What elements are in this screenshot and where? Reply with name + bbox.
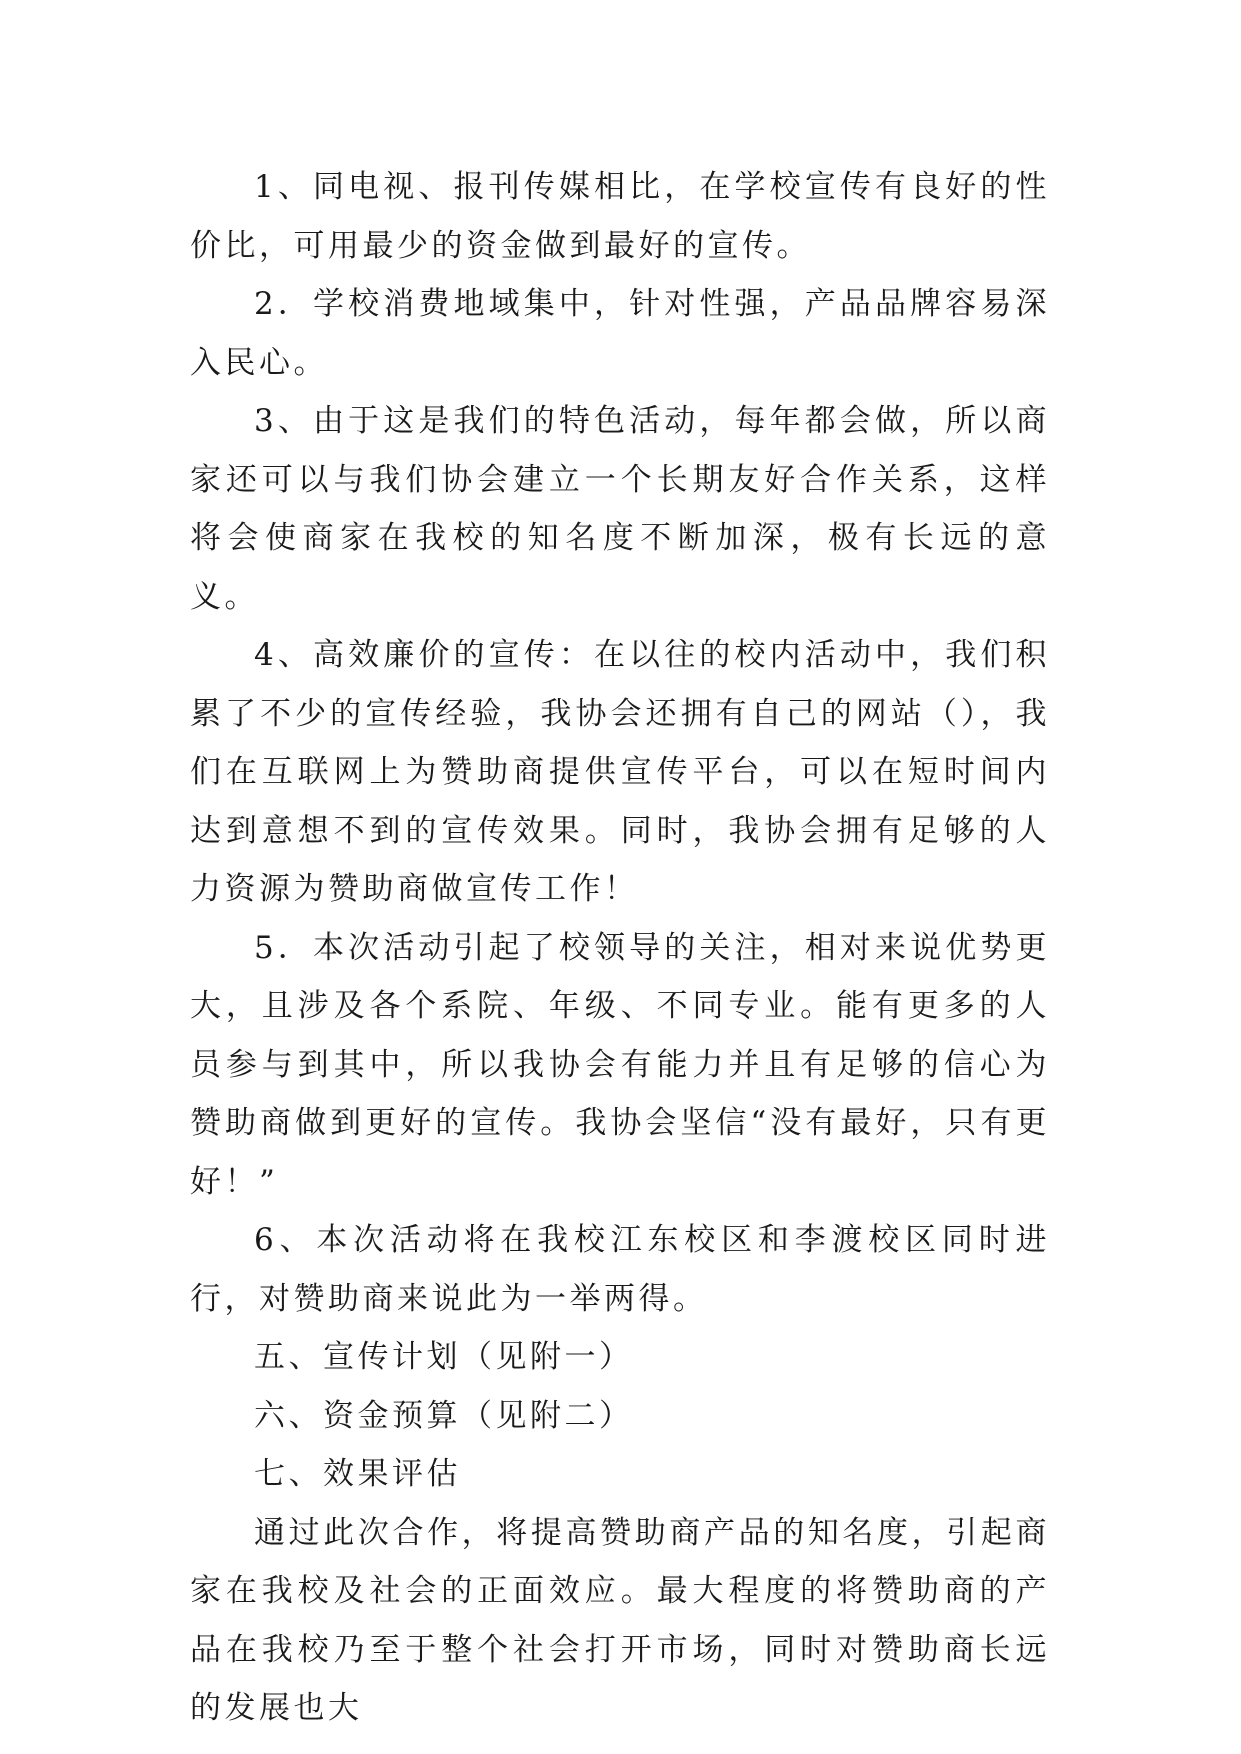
paragraph-advantage-1: 1、同电视、报刊传媒相比，在学校宣传有良好的性价比，可用最少的资金做到最好的宣传。	[190, 169, 1050, 264]
paragraph-advantage-2: 2．学校消费地域集中，针对性强，产品品牌容易深入民心。	[190, 286, 1050, 381]
paragraph-advantage-6: 6、本次活动将在我校江东校区和李渡校区同时进行，对赞助商来说此为一举两得。	[190, 1222, 1050, 1317]
document-body	[190, 158, 1050, 1738]
paragraph-advantage-4: 4、高效廉价的宣传：在以往的校内活动中，我们积累了不少的宣传经验，我协会还拥有自己的网站（），我们在互联网上为赞助商提供宣传平台，可以在短时间内达到意想不到的宣传效果。同时，我协会拥有足够的人力资源为赞助商做宣传工作！	[190, 637, 1050, 907]
section-heading-evaluation: 七、效果评估	[254, 1456, 461, 1492]
paragraph-advantage-5: 5．本次活动引起了校领导的关注，相对来说优势更大，且涉及各个系院、年级、不同专业。能有更多的人员参与到其中，所以我协会有能力并且有足够的信心为赞助商做到更好的宣传。我协会坚信“没有最好，只有更好！”	[190, 929, 1050, 1200]
section-heading-publicity-plan: 五、宣传计划（见附一）	[254, 1339, 634, 1375]
section-heading-budget: 六、资金预算（见附二）	[254, 1397, 634, 1434]
paragraph-evaluation: 通过此次合作，将提高赞助商产品的知名度，引起商家在我校及社会的正面效应。最大程度的将赞助商的产品在我校乃至于整个社会打开市场，同时对赞助商长远的发展也大	[190, 1514, 1050, 1726]
paragraph-advantage-3: 3、由于这是我们的特色活动，每年都会做，所以商家还可以与我们协会建立一个长期友好合作关系，这样将会使商家在我校的知名度不断加深，极有长远的意义。	[190, 403, 1050, 615]
